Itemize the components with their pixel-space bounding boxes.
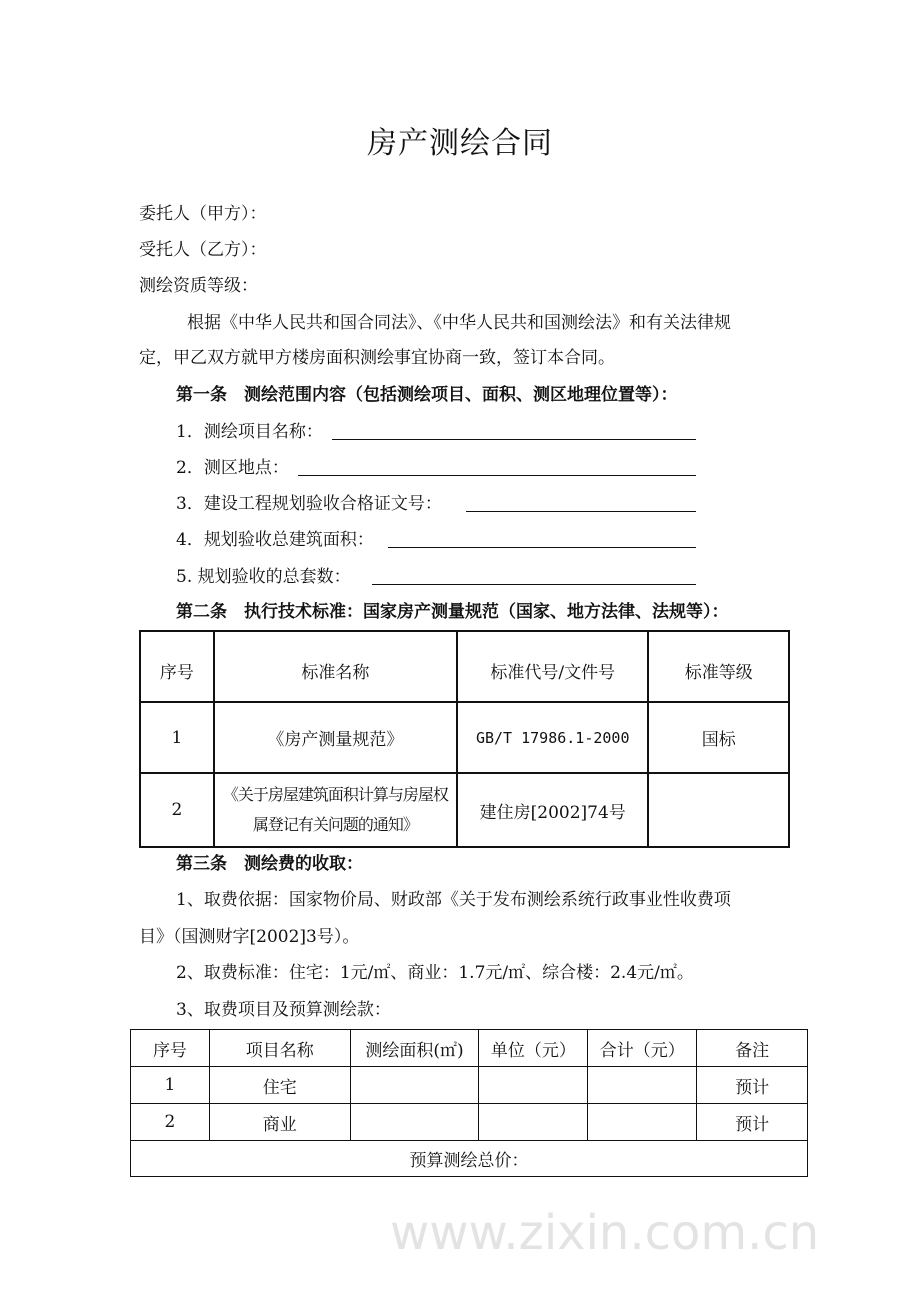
qualification-label: 测绘资质等级：: [139, 276, 258, 296]
table-header-row: [140, 631, 789, 702]
cell-remarks: 预计: [697, 1104, 808, 1141]
article2-heading: 第二条 执行技术标准：国家房产测量规范（国家、地方法律、法规等）：: [176, 602, 729, 622]
header-standard-code: 标准代号/文件号: [457, 631, 649, 702]
header-index: 序号: [131, 1030, 210, 1067]
total-units-blank[interactable]: [372, 566, 696, 585]
table-row: [140, 773, 789, 847]
fee-budget-table: [130, 1029, 808, 1177]
item-label: 2．测区地点：: [176, 458, 289, 478]
header-standard-name: 标准名称: [214, 631, 457, 702]
survey-location-blank[interactable]: [298, 457, 696, 476]
intro-line-1: 根据《中华人民共和国合同法》、《中华人民共和国测绘法》和有关法律规: [187, 313, 731, 333]
item-label: 5. 规划验收的总套数：: [176, 567, 351, 587]
watermark: www.zixin.com.cn: [390, 1205, 820, 1261]
contractor-label: 受托人（乙方）：: [139, 240, 267, 260]
table-total-row: [131, 1141, 808, 1177]
fee-basis-line-2: 目》（国测财字[2002]3号）。: [139, 927, 360, 947]
fee-basis-line-1: 1、取费依据：国家物价局、财政部《关于发布测绘系统行政事业性收费项: [176, 890, 731, 910]
item-total-units: [176, 566, 351, 588]
article1-heading: 第一条 测绘范围内容（包括测绘项目、面积、测区地理位置等）：: [176, 385, 678, 405]
cell-item-name: 住宅: [209, 1067, 350, 1104]
header-remarks: 备注: [697, 1030, 808, 1067]
item-label: 3．建设工程规划验收合格证文号：: [176, 494, 442, 514]
cell-standard-level: 国标: [648, 702, 789, 773]
article3-heading: 第三条 测绘费的收取：: [176, 854, 363, 874]
document-title: 房产测绘合同: [367, 126, 553, 161]
cell-standard-name: 《关于房屋建筑面积计算与房屋权属登记有关问题的通知》: [214, 773, 457, 847]
item-label: 1．测绘项目名称：: [176, 422, 323, 442]
cell-standard-code: GB/T 17986.1-2000: [457, 702, 649, 773]
cell-index: 1: [131, 1067, 210, 1104]
header-item-name: 项目名称: [209, 1030, 350, 1067]
intro-line-2: 定，甲乙双方就甲方楼房面积测绘事宜协商一致，签订本合同。: [139, 348, 615, 368]
header-standard-level: 标准等级: [648, 631, 789, 702]
item-project-name: [176, 421, 323, 443]
cell-remarks: 预计: [697, 1067, 808, 1104]
fee-items-title: 3、取费项目及预算测绘款：: [176, 1000, 391, 1020]
cell-item-name: 商业: [209, 1104, 350, 1141]
table-row: [131, 1067, 808, 1104]
certificate-number-blank[interactable]: [466, 493, 696, 512]
cell-subtotal[interactable]: [588, 1104, 697, 1141]
standards-table: [139, 630, 790, 848]
cell-subtotal[interactable]: [588, 1067, 697, 1104]
header-subtotal: 合计（元）: [588, 1030, 697, 1067]
cell-standard-name: 《房产测量规范》: [214, 702, 457, 773]
cell-unit-price[interactable]: [479, 1104, 588, 1141]
total-label: 预算测绘总价：: [131, 1141, 808, 1177]
item-label: 4．规划验收总建筑面积：: [176, 530, 374, 550]
item-total-area: [176, 529, 374, 551]
cell-standard-level: [648, 773, 789, 847]
cell-index: 2: [140, 773, 214, 847]
header-unit-price: 单位（元）: [479, 1030, 588, 1067]
cell-unit-price[interactable]: [479, 1067, 588, 1104]
fee-standard: 2、取费标准：住宅：1元/㎡、商业：1.7元/㎡、综合楼：2.4元/㎡。: [176, 963, 694, 983]
cell-index: 2: [131, 1104, 210, 1141]
header-index: 序号: [140, 631, 214, 702]
table-row: [140, 702, 789, 773]
total-area-blank[interactable]: [388, 529, 696, 548]
item-certificate-number: [176, 493, 442, 515]
header-area: 测绘面积(㎡): [350, 1030, 479, 1067]
item-survey-location: [176, 457, 289, 479]
table-header-row: [131, 1030, 808, 1067]
cell-area[interactable]: [350, 1104, 479, 1141]
project-name-blank[interactable]: [332, 421, 696, 440]
cell-area[interactable]: [350, 1067, 479, 1104]
client-label: 委托人（甲方）：: [139, 204, 267, 224]
table-row: [131, 1104, 808, 1141]
cell-index: 1: [140, 702, 214, 773]
cell-standard-code: 建住房[2002]74号: [457, 773, 649, 847]
